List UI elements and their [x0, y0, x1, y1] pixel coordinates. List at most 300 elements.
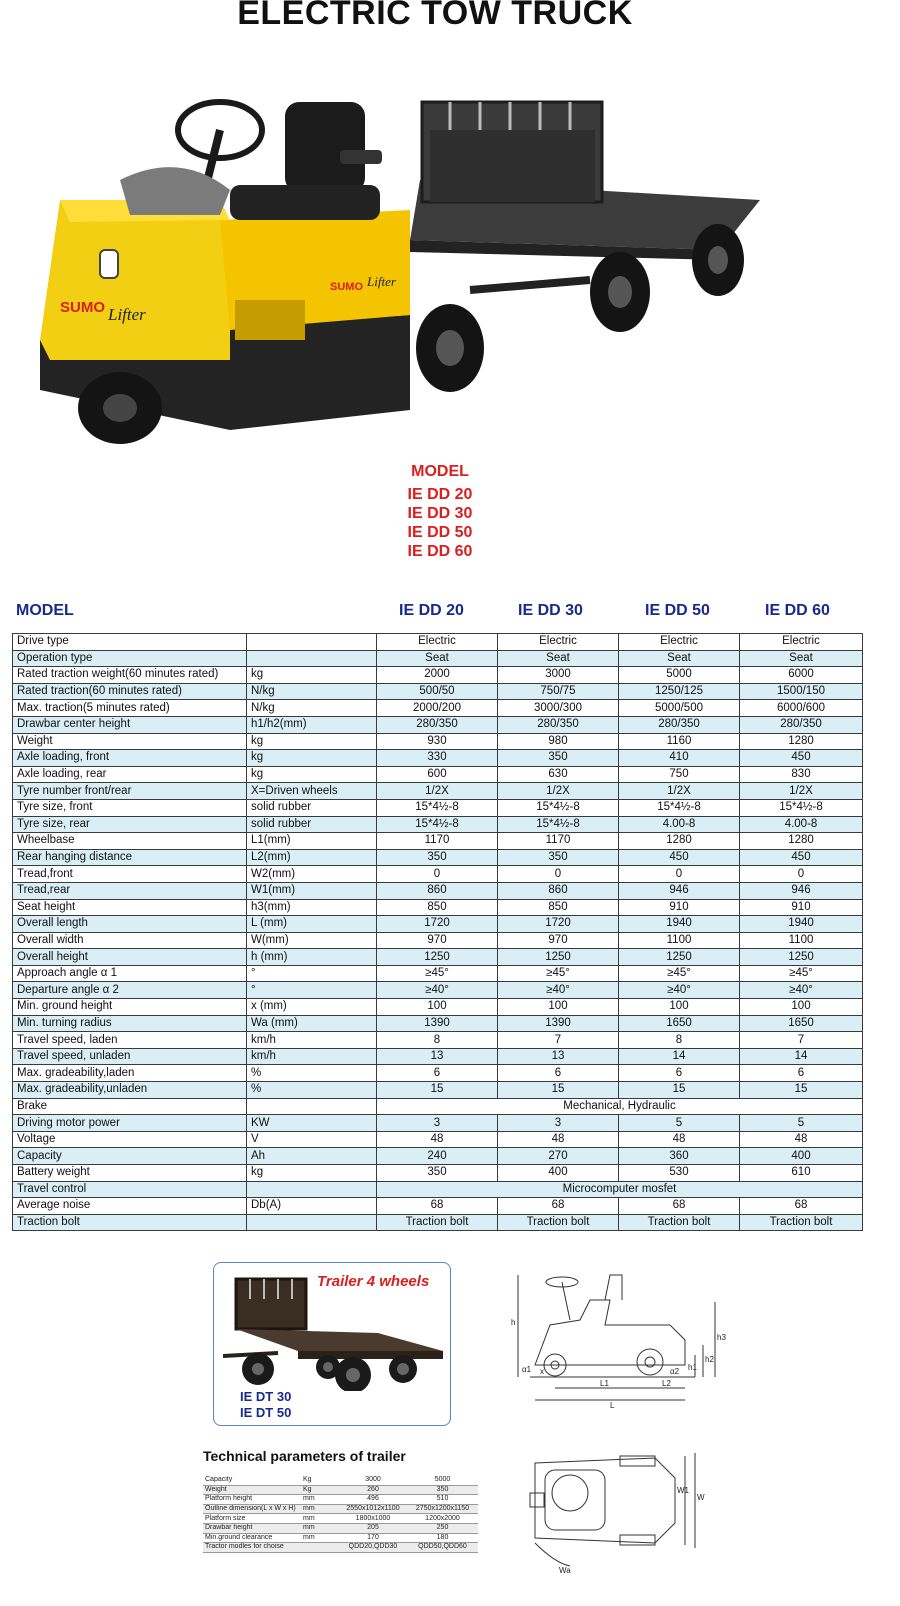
model-item: IE DD 50 — [407, 524, 473, 541]
table-row — [203, 1523, 478, 1533]
table-row — [13, 1048, 863, 1065]
table-cell: mm — [301, 1514, 339, 1524]
table-cell: QDD50,QDD60 — [407, 1543, 478, 1553]
table-cell: 1280 — [740, 733, 863, 750]
spec-header-model: IE DD 60 — [765, 602, 830, 619]
diagram-label-l1: L1 — [600, 1379, 609, 1388]
table-cell: Outline dimension(L x W x H) — [203, 1504, 301, 1514]
table-cell: 970 — [377, 932, 498, 949]
spec-table-header — [0, 602, 900, 624]
table-cell: 450 — [740, 750, 863, 767]
table-cell: solid rubber — [247, 816, 377, 833]
table-cell: x (mm) — [247, 999, 377, 1016]
table-cell: 270 — [498, 1148, 619, 1165]
brand-logo-side: SUMO — [330, 281, 363, 293]
table-row — [13, 750, 863, 767]
table-cell: Microcomputer mosfet — [377, 1181, 863, 1198]
table-cell: km/h — [247, 1048, 377, 1065]
table-row — [13, 1015, 863, 1032]
table-cell: 1250 — [377, 949, 498, 966]
diagram-label-h: h — [511, 1318, 516, 1327]
table-cell: 1650 — [619, 1015, 740, 1032]
table-cell: 5000 — [407, 1476, 478, 1485]
table-cell: 1650 — [740, 1015, 863, 1032]
table-cell: 750 — [619, 766, 740, 783]
diagram-label-wa: Wa — [559, 1566, 571, 1575]
table-cell: ° — [247, 965, 377, 982]
table-cell: mm — [301, 1533, 339, 1543]
table-cell: 600 — [377, 766, 498, 783]
table-cell: 2550x1012x1100 — [339, 1504, 407, 1514]
table-cell: 4.00-8 — [740, 816, 863, 833]
table-cell: % — [247, 1082, 377, 1099]
model-heading: MODEL — [411, 463, 469, 480]
table-cell: Wheelbase — [13, 833, 247, 850]
table-cell: 48 — [619, 1131, 740, 1148]
trailer-title: Trailer 4 wheels — [317, 1273, 430, 1290]
diagram-label-w1: W1 — [677, 1486, 689, 1495]
table-cell: Rear hanging distance — [13, 849, 247, 866]
diagram-label-w: W — [697, 1493, 705, 1502]
table-row — [13, 899, 863, 916]
table-cell: Traction bolt — [498, 1214, 619, 1231]
table-cell: kg — [247, 766, 377, 783]
table-cell: 910 — [740, 899, 863, 916]
table-row — [13, 882, 863, 899]
page-title: ELECTRIC TOW TRUCK — [237, 0, 633, 32]
table-cell: 170 — [339, 1533, 407, 1543]
table-cell: ≥45° — [619, 965, 740, 982]
table-cell: 350 — [498, 849, 619, 866]
table-cell: h (mm) — [247, 949, 377, 966]
table-cell: 1250 — [498, 949, 619, 966]
table-cell: L1(mm) — [247, 833, 377, 850]
table-cell: kg — [247, 733, 377, 750]
model-item: IE DD 20 — [407, 486, 473, 503]
table-cell: 3000/300 — [498, 700, 619, 717]
table-cell: mm — [301, 1495, 339, 1505]
table-cell: 7 — [498, 1032, 619, 1049]
table-cell: 280/350 — [740, 716, 863, 733]
table-cell: 100 — [377, 999, 498, 1016]
spec-table — [12, 633, 863, 1231]
diagram-label-l: L — [610, 1401, 615, 1410]
table-cell: Max. gradeability,unladen — [13, 1082, 247, 1099]
table-cell: 14 — [619, 1048, 740, 1065]
diagram-label-x: x — [540, 1367, 544, 1376]
diagram-label-h1: h1 — [688, 1363, 697, 1372]
table-cell: Brake — [13, 1098, 247, 1115]
table-cell: 1170 — [498, 833, 619, 850]
table-cell: Travel control — [13, 1181, 247, 1198]
diagram-label-h2: h2 — [705, 1355, 714, 1364]
table-cell: 1800x1000 — [339, 1514, 407, 1524]
table-cell: 350 — [377, 849, 498, 866]
spec-header-model: IE DD 30 — [518, 602, 583, 619]
table-row — [13, 833, 863, 850]
table-cell: Db(A) — [247, 1198, 377, 1215]
table-cell: 13 — [498, 1048, 619, 1065]
diagram-label-a1: α1 — [522, 1365, 532, 1374]
table-cell — [247, 650, 377, 667]
table-cell: 6 — [740, 1065, 863, 1082]
table-cell: Battery weight — [13, 1165, 247, 1182]
table-cell: 400 — [498, 1165, 619, 1182]
table-cell: 68 — [740, 1198, 863, 1215]
table-cell: 15*4½-8 — [377, 799, 498, 816]
table-row — [203, 1495, 478, 1505]
table-cell: 68 — [498, 1198, 619, 1215]
table-cell: 0 — [740, 866, 863, 883]
table-cell: 13 — [377, 1048, 498, 1065]
trailer-models — [240, 1389, 291, 1421]
table-row — [13, 1115, 863, 1132]
table-row — [13, 982, 863, 999]
table-cell: 180 — [407, 1533, 478, 1543]
table-cell: ° — [247, 982, 377, 999]
table-cell: W1(mm) — [247, 882, 377, 899]
table-cell: 5000 — [619, 667, 740, 684]
table-cell: 496 — [339, 1495, 407, 1505]
table-cell: Tyre size, front — [13, 799, 247, 816]
table-cell: Platform height — [203, 1495, 301, 1505]
table-row — [203, 1504, 478, 1514]
table-cell: Tread,front — [13, 866, 247, 883]
model-item: IE DD 30 — [407, 505, 473, 522]
table-cell: 850 — [377, 899, 498, 916]
table-cell — [301, 1543, 339, 1553]
trailer-params-title: Technical parameters of trailer — [203, 1448, 406, 1464]
table-cell: N/kg — [247, 700, 377, 717]
table-cell: 1280 — [740, 833, 863, 850]
table-cell — [247, 634, 377, 651]
table-cell: 250 — [407, 1523, 478, 1533]
brand-logo-front-script: Lifter — [108, 305, 146, 324]
tractor-graphic — [40, 102, 484, 444]
table-cell: Max. gradeability,laden — [13, 1065, 247, 1082]
table-cell: 15*4½-8 — [498, 816, 619, 833]
table-cell: 3000 — [498, 667, 619, 684]
table-cell: 410 — [619, 750, 740, 767]
table-cell: 0 — [377, 866, 498, 883]
table-cell: Operation type — [13, 650, 247, 667]
table-cell: 1100 — [740, 932, 863, 949]
table-cell: 48 — [377, 1131, 498, 1148]
table-cell: QDD20,QDD30 — [339, 1543, 407, 1553]
table-cell: 450 — [740, 849, 863, 866]
table-cell: mm — [301, 1523, 339, 1533]
trailer-graphic — [410, 102, 760, 332]
table-row — [13, 766, 863, 783]
table-cell: 1/2X — [740, 783, 863, 800]
table-cell: 6 — [619, 1065, 740, 1082]
table-cell: 1250 — [740, 949, 863, 966]
table-cell: Seat — [377, 650, 498, 667]
table-cell: % — [247, 1065, 377, 1082]
table-cell: h1/h2(mm) — [247, 716, 377, 733]
model-item: IE DD 60 — [407, 543, 473, 560]
table-cell: 630 — [498, 766, 619, 783]
table-cell: 6000/600 — [740, 700, 863, 717]
table-cell: ≥40° — [498, 982, 619, 999]
table-row — [13, 1098, 863, 1115]
table-cell: 100 — [619, 999, 740, 1016]
table-cell: Overall length — [13, 916, 247, 933]
table-cell: 1720 — [498, 916, 619, 933]
table-row — [13, 1198, 863, 1215]
table-cell: 1390 — [377, 1015, 498, 1032]
table-row — [13, 849, 863, 866]
table-cell: ≥45° — [498, 965, 619, 982]
table-cell: solid rubber — [247, 799, 377, 816]
table-cell: Capacity — [13, 1148, 247, 1165]
table-cell: 15 — [498, 1082, 619, 1099]
table-cell: 1250 — [619, 949, 740, 966]
table-cell: Average noise — [13, 1198, 247, 1215]
table-cell: 1720 — [377, 916, 498, 933]
table-row — [13, 700, 863, 717]
table-cell: 360 — [619, 1148, 740, 1165]
table-row — [203, 1476, 478, 1485]
table-cell: 6 — [498, 1065, 619, 1082]
tow-truck-illustration — [30, 90, 790, 470]
table-cell: 1500/150 — [740, 683, 863, 700]
table-row — [13, 1214, 863, 1231]
table-cell: 280/350 — [619, 716, 740, 733]
table-cell: Travel speed, laden — [13, 1032, 247, 1049]
table-cell: 15*4½-8 — [377, 816, 498, 833]
table-cell: Driving motor power — [13, 1115, 247, 1132]
table-cell: 1940 — [740, 916, 863, 933]
table-cell: 0 — [498, 866, 619, 883]
table-cell: Electric — [619, 634, 740, 651]
table-cell: W2(mm) — [247, 866, 377, 883]
table-cell: 1170 — [377, 833, 498, 850]
table-cell: Electric — [377, 634, 498, 651]
table-cell: Max. traction(5 minutes rated) — [13, 700, 247, 717]
table-cell: 946 — [740, 882, 863, 899]
table-cell: 1280 — [619, 833, 740, 850]
model-list — [385, 462, 495, 561]
table-cell: 530 — [619, 1165, 740, 1182]
table-cell: 500/50 — [377, 683, 498, 700]
table-cell: Axle loading, front — [13, 750, 247, 767]
table-cell: 5000/500 — [619, 700, 740, 717]
table-row — [13, 634, 863, 651]
spec-header-label: MODEL — [16, 602, 74, 619]
table-cell: 860 — [498, 882, 619, 899]
table-cell: 830 — [740, 766, 863, 783]
table-cell: Seat — [619, 650, 740, 667]
table-cell: 240 — [377, 1148, 498, 1165]
table-cell: 910 — [619, 899, 740, 916]
table-row — [13, 783, 863, 800]
table-cell: 15*4½-8 — [498, 799, 619, 816]
table-cell: Tyre number front/rear — [13, 783, 247, 800]
table-row — [13, 1131, 863, 1148]
table-cell: 400 — [740, 1148, 863, 1165]
table-cell: Rated traction(60 minutes rated) — [13, 683, 247, 700]
table-cell: Seat height — [13, 899, 247, 916]
table-cell: 100 — [740, 999, 863, 1016]
table-cell: Min.ground clearance — [203, 1533, 301, 1543]
table-cell: Kg — [301, 1476, 339, 1485]
table-cell: 1940 — [619, 916, 740, 933]
table-cell: 610 — [740, 1165, 863, 1182]
table-cell: Traction bolt — [740, 1214, 863, 1231]
table-cell: Min. ground height — [13, 999, 247, 1016]
table-cell: 280/350 — [498, 716, 619, 733]
table-cell: 1250/125 — [619, 683, 740, 700]
table-row — [203, 1514, 478, 1524]
table-cell: kg — [247, 1165, 377, 1182]
table-cell: Weight — [203, 1485, 301, 1495]
table-cell: ≥45° — [740, 965, 863, 982]
table-cell: 1/2X — [619, 783, 740, 800]
table-cell: 850 — [498, 899, 619, 916]
table-cell: Mechanical, Hydraulic — [377, 1098, 863, 1115]
table-cell: Overall width — [13, 932, 247, 949]
spec-header-model: IE DD 50 — [645, 602, 710, 619]
table-cell: Seat — [740, 650, 863, 667]
table-cell: L (mm) — [247, 916, 377, 933]
table-cell: 260 — [339, 1485, 407, 1495]
table-cell: 3000 — [339, 1476, 407, 1485]
spec-table-body — [13, 634, 863, 1231]
table-cell: 6000 — [740, 667, 863, 684]
table-cell: 8 — [619, 1032, 740, 1049]
table-row — [203, 1533, 478, 1543]
table-cell: 3 — [498, 1115, 619, 1132]
table-row — [13, 799, 863, 816]
table-cell: 68 — [619, 1198, 740, 1215]
table-cell: 1/2X — [498, 783, 619, 800]
table-cell: Kg — [301, 1485, 339, 1495]
table-cell: 3 — [377, 1115, 498, 1132]
table-cell: mm — [301, 1504, 339, 1514]
table-row — [13, 1082, 863, 1099]
table-cell: Weight — [13, 733, 247, 750]
table-row — [13, 816, 863, 833]
table-cell: Drive type — [13, 634, 247, 651]
table-cell: Tyre size, rear — [13, 816, 247, 833]
table-cell: 4.00-8 — [619, 816, 740, 833]
table-cell: 5 — [740, 1115, 863, 1132]
table-cell: 2000/200 — [377, 700, 498, 717]
table-cell: V — [247, 1131, 377, 1148]
table-cell: 15*4½-8 — [619, 799, 740, 816]
table-row — [13, 650, 863, 667]
table-cell: 946 — [619, 882, 740, 899]
table-cell: Departure angle α 2 — [13, 982, 247, 999]
table-cell: Electric — [740, 634, 863, 651]
trailer-card — [213, 1262, 451, 1426]
table-cell: 14 — [740, 1048, 863, 1065]
table-row — [203, 1543, 478, 1553]
table-cell: Drawbar height — [203, 1523, 301, 1533]
table-row — [13, 1148, 863, 1165]
table-cell: 510 — [407, 1495, 478, 1505]
table-cell: L2(mm) — [247, 849, 377, 866]
table-row — [13, 916, 863, 933]
table-cell — [247, 1214, 377, 1231]
table-cell: 330 — [377, 750, 498, 767]
top-view-dimension-diagram — [525, 1448, 705, 1578]
table-row — [13, 1065, 863, 1082]
table-cell: 750/75 — [498, 683, 619, 700]
table-cell: N/kg — [247, 683, 377, 700]
table-row — [13, 716, 863, 733]
table-cell: Wa (mm) — [247, 1015, 377, 1032]
table-cell: ≥40° — [740, 982, 863, 999]
table-cell: 2000 — [377, 667, 498, 684]
table-cell: kg — [247, 667, 377, 684]
table-cell: Tractor modles for choise — [203, 1543, 301, 1553]
side-view-dimension-diagram — [510, 1270, 730, 1410]
table-cell: Electric — [498, 634, 619, 651]
table-row — [203, 1485, 478, 1495]
table-cell: 350 — [498, 750, 619, 767]
table-row — [13, 1165, 863, 1182]
table-row — [13, 667, 863, 684]
table-row — [13, 683, 863, 700]
table-cell: 350 — [377, 1165, 498, 1182]
table-cell: Traction bolt — [377, 1214, 498, 1231]
table-cell: Travel speed, unladen — [13, 1048, 247, 1065]
table-cell: 1/2X — [377, 783, 498, 800]
diagram-label-a2: α2 — [670, 1367, 680, 1376]
table-cell: ≥40° — [619, 982, 740, 999]
table-cell: Platform size — [203, 1514, 301, 1524]
table-cell: ≥40° — [377, 982, 498, 999]
table-row — [13, 999, 863, 1016]
table-cell: Traction bolt — [13, 1214, 247, 1231]
trailer-params-body — [203, 1476, 478, 1552]
table-cell: Capacity — [203, 1476, 301, 1485]
diagram-label-l2: L2 — [662, 1379, 671, 1388]
table-cell: 1200x2000 — [407, 1514, 478, 1524]
table-cell: Drawbar center height — [13, 716, 247, 733]
table-cell: 1160 — [619, 733, 740, 750]
table-cell: Min. turning radius — [13, 1015, 247, 1032]
table-cell: 930 — [377, 733, 498, 750]
spec-header-model: IE DD 20 — [399, 602, 464, 619]
table-cell: 15 — [619, 1082, 740, 1099]
table-cell: KW — [247, 1115, 377, 1132]
table-cell: 7 — [740, 1032, 863, 1049]
table-cell: 1100 — [619, 932, 740, 949]
table-cell: 280/350 — [377, 716, 498, 733]
table-cell: km/h — [247, 1032, 377, 1049]
table-row — [13, 965, 863, 982]
trailer-model: IE DT 50 — [240, 1405, 292, 1420]
table-cell: Approach angle α 1 — [13, 965, 247, 982]
table-cell: 15 — [740, 1082, 863, 1099]
table-cell: 2750x1200x1150 — [407, 1504, 478, 1514]
table-cell: Voltage — [13, 1131, 247, 1148]
table-cell: Rated traction weight(60 minutes rated) — [13, 667, 247, 684]
table-cell: 8 — [377, 1032, 498, 1049]
table-cell: 980 — [498, 733, 619, 750]
table-cell: 860 — [377, 882, 498, 899]
table-cell: Tread,rear — [13, 882, 247, 899]
diagram-label-h3: h3 — [717, 1333, 726, 1342]
table-cell: 450 — [619, 849, 740, 866]
table-cell: Seat — [498, 650, 619, 667]
table-cell: kg — [247, 750, 377, 767]
table-row — [13, 949, 863, 966]
table-cell: Overall height — [13, 949, 247, 966]
